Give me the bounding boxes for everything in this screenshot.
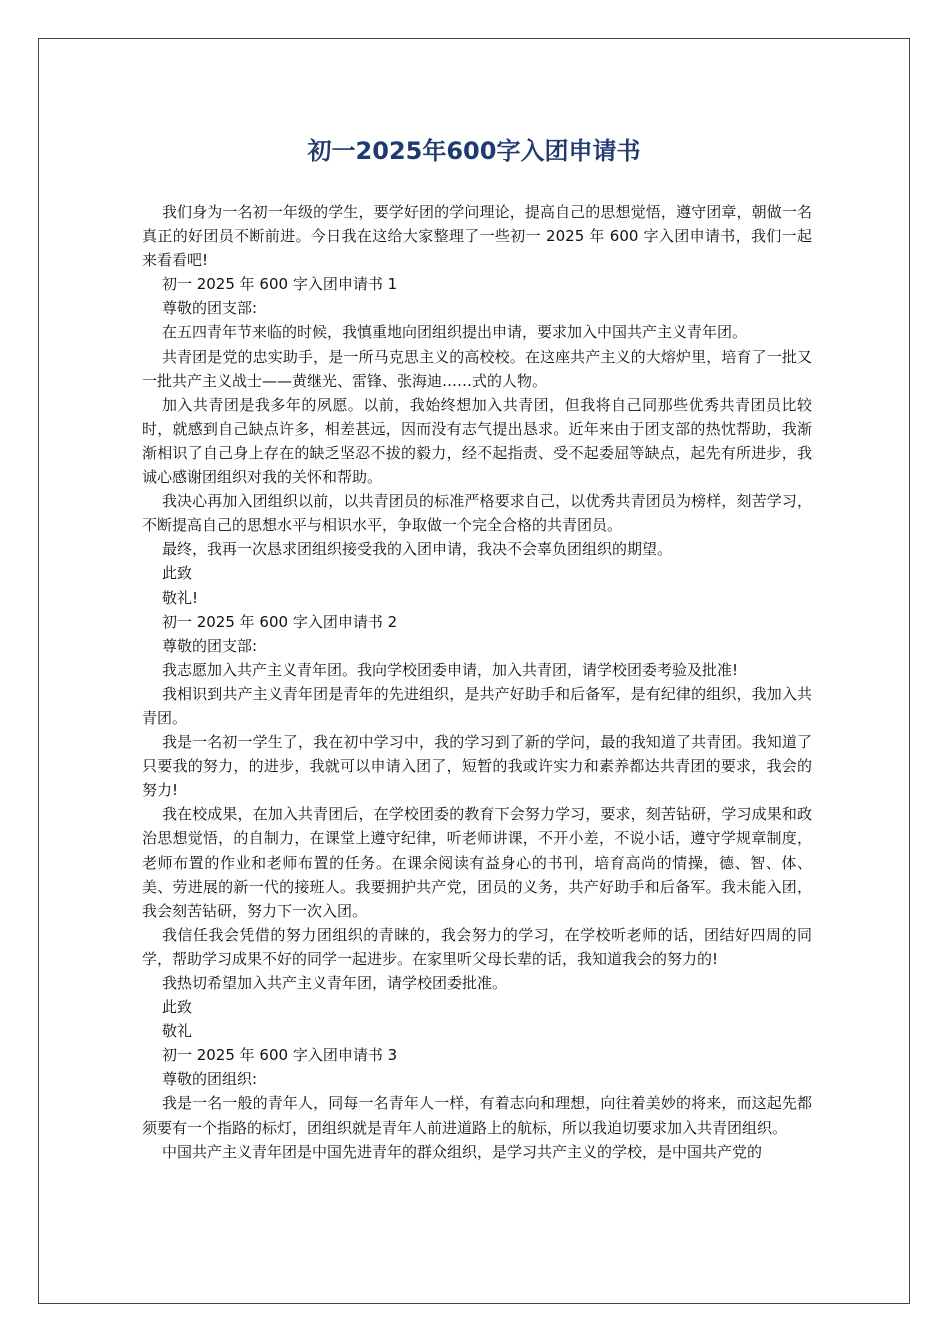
paragraph: 中国共产主义青年团是中国先进青年的群众组织，是学习共产主义的学校，是中国共产党的 xyxy=(161,1142,762,1161)
paragraph: 我信任我会凭借的努力团组织的青睐的，我会努力的学习，在学校听老师的话，团结好四周的同学，帮助学习成果不好的同学一起进步。在家里听父母长辈的话，我知道我会的努力的! xyxy=(142,925,812,968)
paragraph: 我热切希望加入共产主义青年团，请学校团委批准。 xyxy=(161,974,507,992)
paragraph: 我志愿加入共产主义青年团。我向学校团委申请，加入共青团，请学校团委考验及批准! xyxy=(161,660,738,679)
paragraph: 我是一名初一学生了，我在初中学习中，我的学习到了新的学问，最的我知道了共青团。我知道了只要我的努力，的进步，我就可以申请入团了，短暂的我或许实力和素养都达共青团的要求，我会的努力! xyxy=(142,733,812,800)
paragraph: 加入共青团是我多年的夙愿。以前，我始终想加入共青团，但我将自己同那些优秀共青团员比较时，就感到自己缺点许多，相差甚远，因而没有志气提出恳求。近年来由于团支部的热忱帮助，我渐渐相识了自己身上存在的缺乏坚忍不拔的毅力，经不起指责、受不起委屈等缺点，起先有所进步，我诚心感谢团组织对我的关怀和帮助。 xyxy=(142,395,812,487)
paragraph: 我在校成果，在加入共青团后，在学校团委的教育下会努力学习，要求，刻苦钻研，学习成果和政治思想觉悟，的自制力，在课堂上遵守纪律，听老师讲课，不开小差，不说小话，遵守学规章制度，老师布置的作业和老师布置的任务。在课余阅读有益身心的书刊，培育高尚的情操，德、智、体、美、劳进展的新一代的接班人。我要拥护共产党，团员的义务，共产好助手和后备军。我未能入团，我会刻苦钻研，努力下一次入团。 xyxy=(142,805,812,920)
closing: 此致 xyxy=(161,564,192,583)
paragraph: 在五四青年节来临的时候，我慎重地向团组织提出申请，要求加入中国共产主义青年团。 xyxy=(161,323,747,342)
paragraph: 我决心再加入团组织以前，以共青团员的标准严格要求自己，以优秀共青团员为榜样，刻苦学习，不断提高自己的思想水平与相识水平，争取做一个完全合格的共青团员。 xyxy=(142,492,812,535)
paragraph: 我相识到共产主义青年团是青年的先进组织，是共产好助手和后备军，是有纪律的组织，我加入共青团。 xyxy=(142,684,812,727)
section-heading: 初一 2025 年 600 字入团申请书 3 xyxy=(161,1046,398,1065)
document-title: 初一2025年600字入团申请书 xyxy=(307,137,641,165)
document-body xyxy=(142,200,812,1164)
salutation: 尊敬的团支部: xyxy=(161,636,257,655)
paragraph: 我是一名一般的青年人，同每一名青年人一样，有着志向和理想，向往着美妙的将来，而这起先都须要有一个指路的标灯，团组织就是青年人前进道路上的航标，所以我迫切要求加入共青团组织。 xyxy=(142,1094,812,1137)
section-heading: 初一 2025 年 600 字入团申请书 2 xyxy=(161,612,398,631)
closing: 敬礼! xyxy=(161,588,198,607)
salutation: 尊敬的团支部: xyxy=(161,299,257,318)
section-heading: 初一 2025 年 600 字入团申请书 1 xyxy=(161,275,398,294)
paragraph: 我们身为一名初一年级的学生，要学好团的学问理论，提高自己的思想觉悟，遵守团章，朝做一名真正的好团员不断前进。今日我在这给大家整理了一些初一 2025 年 600 字入团申请书，我们一起来看看吧! xyxy=(142,203,812,270)
closing: 敬礼 xyxy=(161,1022,192,1041)
salutation: 尊敬的团组织: xyxy=(161,1070,257,1089)
paragraph: 最终，我再一次恳求团组织接受我的入团申请，我决不会辜负团组织的期望。 xyxy=(161,540,672,559)
paragraph: 共青团是党的忠实助手，是一所马克思主义的高校校。在这座共产主义的大熔炉里，培育了一批又一批共产主义战士——黄继光、雷锋、张海迪……式的人物。 xyxy=(142,347,812,390)
closing: 此致 xyxy=(161,998,192,1017)
